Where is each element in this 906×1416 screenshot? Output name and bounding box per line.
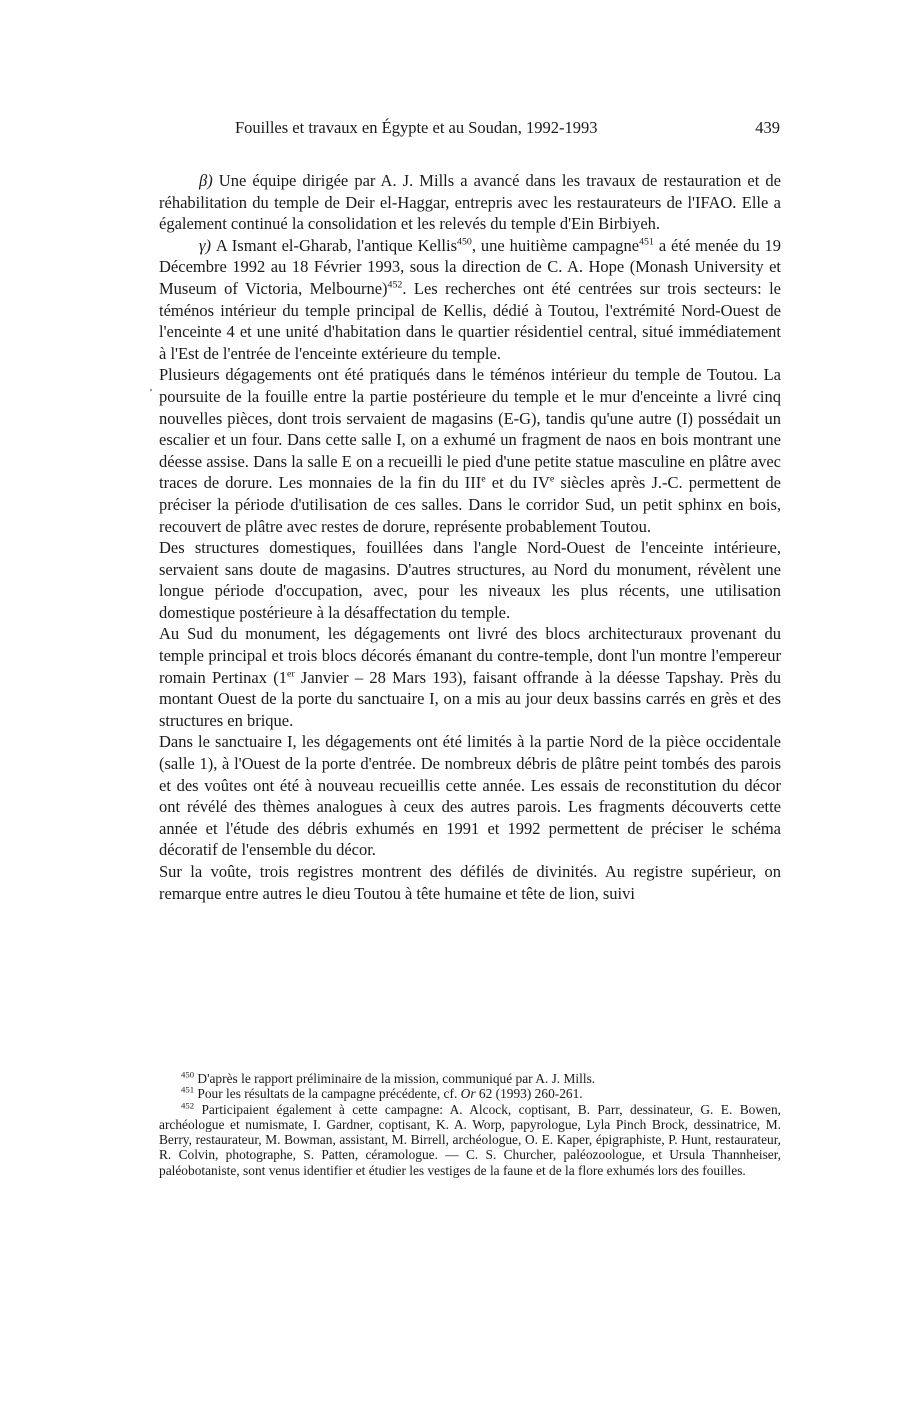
superscript: e [549,473,555,485]
body-text [159,170,781,904]
paragraph-text: Plusieurs dégagements ont été pratiqués dans le téménos intérieur du temple de Toutou. La poursuite de la fouille entre la partie postérieure du temple et le mur d'enceinte a livré cinq nouvelles pièces, dont trois servaient de magasins (E-G), tandis qu'une autre (I) possédait un escalier et un four. Dans cette salle I, on a exhumé un fragment de naos en bois montrant une déesse assise. Dans la salle E on a recueilli le pied d'une petite statue masculine en plâtre avec traces de dorure. Les monnaies de la fin du III [159,365,781,493]
running-title: Fouilles et travaux en Égypte et au Soudan, 1992-1993 [235,118,598,137]
footnote-number: 451 [181,1084,195,1095]
superscript: e [481,473,486,485]
paragraph-text: a été menée du 19 Décembre 1992 au 18 Février 1993, sous la direction de C. A. Hope (Monash University et Museum of Victoria, Melbourne) [159,235,782,298]
superscript: er [287,668,295,680]
paragraph-text: Dans le sanctuaire I, les dégagements ont été limités à la partie Nord de la pièce occidentale (salle 1), à l'Ouest de la porte d'entrée. De nombreux débris de plâtre peint tombés des parois et des voûtes ont été à nouveau recueillis cette année. Les essais de reconstitution du décor ont révélé des thèmes analogues à ceux des autres parois. Les fragments découverts cette année et l'étude des débris exhumés en 1991 et 1992 permettent de préciser le schéma décoratif de l'ensemble du décor. [159,732,781,860]
paragraph-temple-toutou [159,364,781,537]
footnote-text: 62 (1993) 260-261. [475,1086,583,1102]
paragraph-text: Une équipe dirigée par A. J. Mills a avancé dans les travaux de restauration et de réhabilitation du temple de Deir el-Haggar, entrepris avec les restaurateurs de l'IFAO. Elle a également continué la consolidation et les relevés du temple d'Ein Birbiyeh. [159,171,781,234]
paragraph-sud-monument [159,623,781,731]
footnotes [159,1071,781,1178]
footnote-text: Pour les résultats de la campagne précédente, cf. [194,1086,461,1102]
paragraph-structures [159,537,781,623]
paragraph-text: Des structures domestiques, fouillées dans l'angle Nord-Ouest de l'enceinte intérieure, servaient sans doute de magasins. D'autres structures, au Nord du monument, révèlent une longue période d'occupation, avec, pour les niveaux les plus récents, une utilisation domestique postérieure à la désaffectation du temple. [159,538,781,622]
footnote-ref-452: 452 [387,279,403,291]
paragraph-text: siècles après J.-C. permettent de préciser la période d'utilisation de ces salles. Dans le corridor Sud, un petit sphinx en bois, recouvert de plâtre avec restes de dorure, représente probablement Toutou. [159,473,782,536]
list-marker-gamma: γ) [199,235,211,255]
list-marker-beta: β) [199,171,213,190]
paragraph-sanctuaire [159,731,781,861]
footnote-452 [159,1102,781,1178]
footnote-number: 452 [181,1100,195,1111]
footnote-text: Participaient également à cette campagne: A. Alcock, coptisant, B. Parr, dessinateur, G. E. Bowen, archéologue et numismate, I. Gardner, coptisant, K. A. Worp, papyrologue, Lyla Pinch Brock, dessinatrice, M. Berry, restaurateur, M. Bowman, assistant, M. Birrell, archéologue, O. E. Kaper, épigraphiste, P. Hunt, restaurateur, R. Colvin, photographe, S. Patten, céramologue. — C. S. Churcher, paléozoologue, et Ursula Thannheiser, paléobotaniste, sont venus identifier et étudier les vestiges de la faune et de la flore exhumés lors des fouilles. [159,1101,781,1178]
paragraph-text: Au Sud du monument, les dégagements ont livré des blocs architecturaux provenant du temple principal et trois blocs décorés émanant du contre-temple, dont l'un montre l'empereur romain Pertinax (1 [159,624,781,687]
footnote-text: D'après le rapport préliminaire de la mission, communiqué par A. J. Mills. [194,1071,596,1086]
margin-mark [150,389,152,391]
page-number: 439 [755,118,780,137]
footnote-450 [159,1071,781,1086]
footnote-ref-451: 451 [639,236,654,248]
footnote-ref-450: 450 [457,236,472,248]
journal-abbrev: Or [460,1086,476,1102]
paragraph-voute [159,861,781,904]
paragraph-text: et du IV [485,473,550,493]
footnote-number: 450 [181,1069,195,1080]
paragraph-text: Janvier – 28 Mars 193), faisant offrande à la déesse Tapshay. Près du montant Ouest de la porte du sanctuaire I, on a mis au jour deux bassins carrés en grès et des structures en brique. [159,667,782,730]
paragraph-text: Sur la voûte, trois registres montrent des défilés de divinités. Au registre supérieur, on remarque entre autres le dieu Toutou à tête humaine et tête de lion, suivi [159,862,781,903]
paragraph-gamma [159,235,781,365]
paragraph-text: . Les recherches ont été centrées sur trois secteurs: le téménos intérieur du temple principal de Kellis, dédié à Toutou, l'extrémité Nord-Ouest de l'enceinte 4 et une unité d'habitation dans le quartier résidentiel central, situé immédiatement à l'Est de l'entrée de l'enceinte extérieure du temple. [159,278,781,363]
paragraph-text: , une huitième campagne [471,235,640,255]
paragraph-beta [159,170,781,235]
footnote-451 [159,1086,781,1101]
paragraph-text: A Ismant el-Gharab, l'antique Kellis [211,235,458,255]
